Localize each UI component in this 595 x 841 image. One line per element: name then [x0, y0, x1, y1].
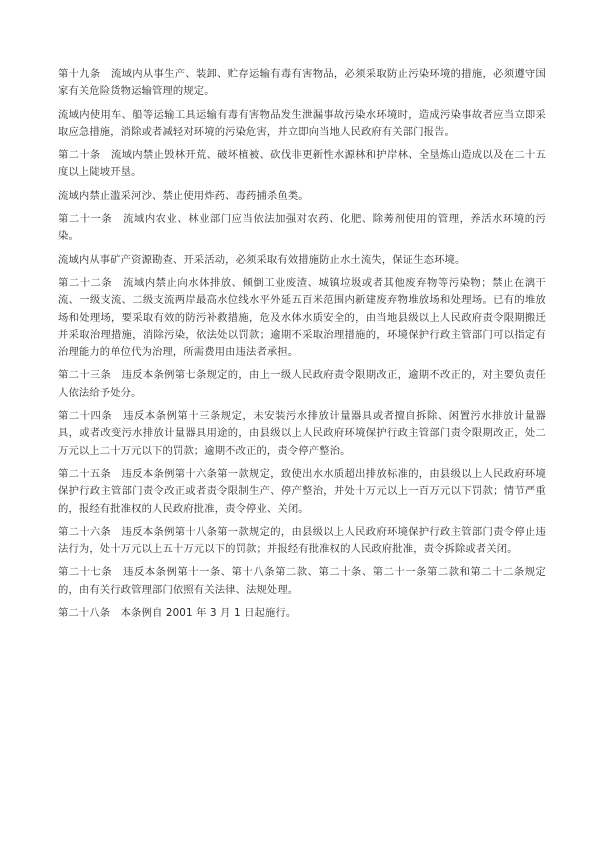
document-page [58, 66, 546, 628]
article-19-continuation-paragraph: 流域内使用车、船等运输工具运输有毒有害物品发生泄漏事故污染水环境时，造成污染事故者应当立即采取应急措施，消除或者减轻对环境的污染危害，并立即向当地人民政府有关部门报告。 [58, 108, 546, 138]
article-28-paragraph: 第二十八条 本条例自 2001 年 3 月 1 日起施行。 [58, 607, 297, 620]
article-21-continuation-paragraph: 流域内从事矿产资源勘查、开采活动，必须采取有效措施防止水土流失，保证生态环境。 [58, 253, 466, 266]
article-21-paragraph: 第二十一条 流域内农业、林业部门应当依法加强对农药、化肥、除莠剂使用的管理，养活水环境的污染。 [58, 213, 546, 243]
article-26-paragraph: 第二十六条 违反本条例第十八条第一款规定的，由县级以上人民政府环境保护行政主管部门责令停止违法行为，处十万元以上五十万元以下的罚款；并报经有批准权的人民政府批准，责令拆除或者关闭。 [58, 525, 546, 556]
article-24-paragraph: 第二十四条 违反本条例第十三条规定，未安装污水排放计量器具或者擅自拆除、闲置污水排放计量器具，或者改变污水排放计量器具用途的，由县级以上人民政府环境保护行政主管部门责令限期改正，处二万元以上二十万元以下的罚款；逾期不改正的，责令停产整治。 [58, 410, 546, 457]
article-20-continuation-paragraph: 流域内禁止滥采河沙、禁止使用炸药、毒药捕杀鱼类。 [58, 189, 309, 202]
article-19-paragraph: 第十九条 流域内从事生产、装卸、贮存运输有毒有害物品，必须采取防止污染环境的措施，必须遵守国家有关危险货物运输管理的规定。 [58, 68, 546, 98]
article-27-paragraph: 第二十七条 违反本条例第十一条、第十八条第二款、第二十条、第二十一条第二款和第二十二条规定的，由有关行政管理部门依照有关法律、法规处理。 [58, 566, 546, 596]
article-20-paragraph: 第二十条 流域内禁止毁林开荒、破坏植被、砍伐非更新性水源林和护岸林、全垦炼山造成以及在二十五度以上陡坡开垦。 [58, 149, 546, 179]
article-25-paragraph: 第二十五条 违反本条例第十六条第一款规定，致使出水水质超出排放标准的，由县级以上人民政府环境保护行政主管部门责令改正或者责令限制生产、停产整治，并处十万元以上一百万元以下罚款；情节严重的，报经有批准权的人民政府批准，责令停业、关闭。 [58, 467, 546, 515]
article-23-paragraph: 第二十三条 违反本条例第七条规定的，由上一级人民政府责令限期改正，逾期不改正的，对主要负责任人依法给予处分。 [58, 369, 546, 399]
article-22-paragraph: 第二十二条 流域内禁止向水体排放、倾倒工业废渣、城镇垃圾或者其他废弃物等污染物；禁止在漓干流、一级支流、二级支流两岸最高水位线水平外延五百米范围内新建废弃物堆放场和处理场。已有的堆放场和处理场，要采取有效的防污补救措施，危及水体水质安全的，由当地县级以上人民政府责令限期搬迁并采取治理措施，消除污染，依法处以罚款；逾期不采取治理措施的，环境保护行政主管部门可以指定有治理能力的单位代为治理，所需费用由违法者承担。 [58, 276, 546, 359]
